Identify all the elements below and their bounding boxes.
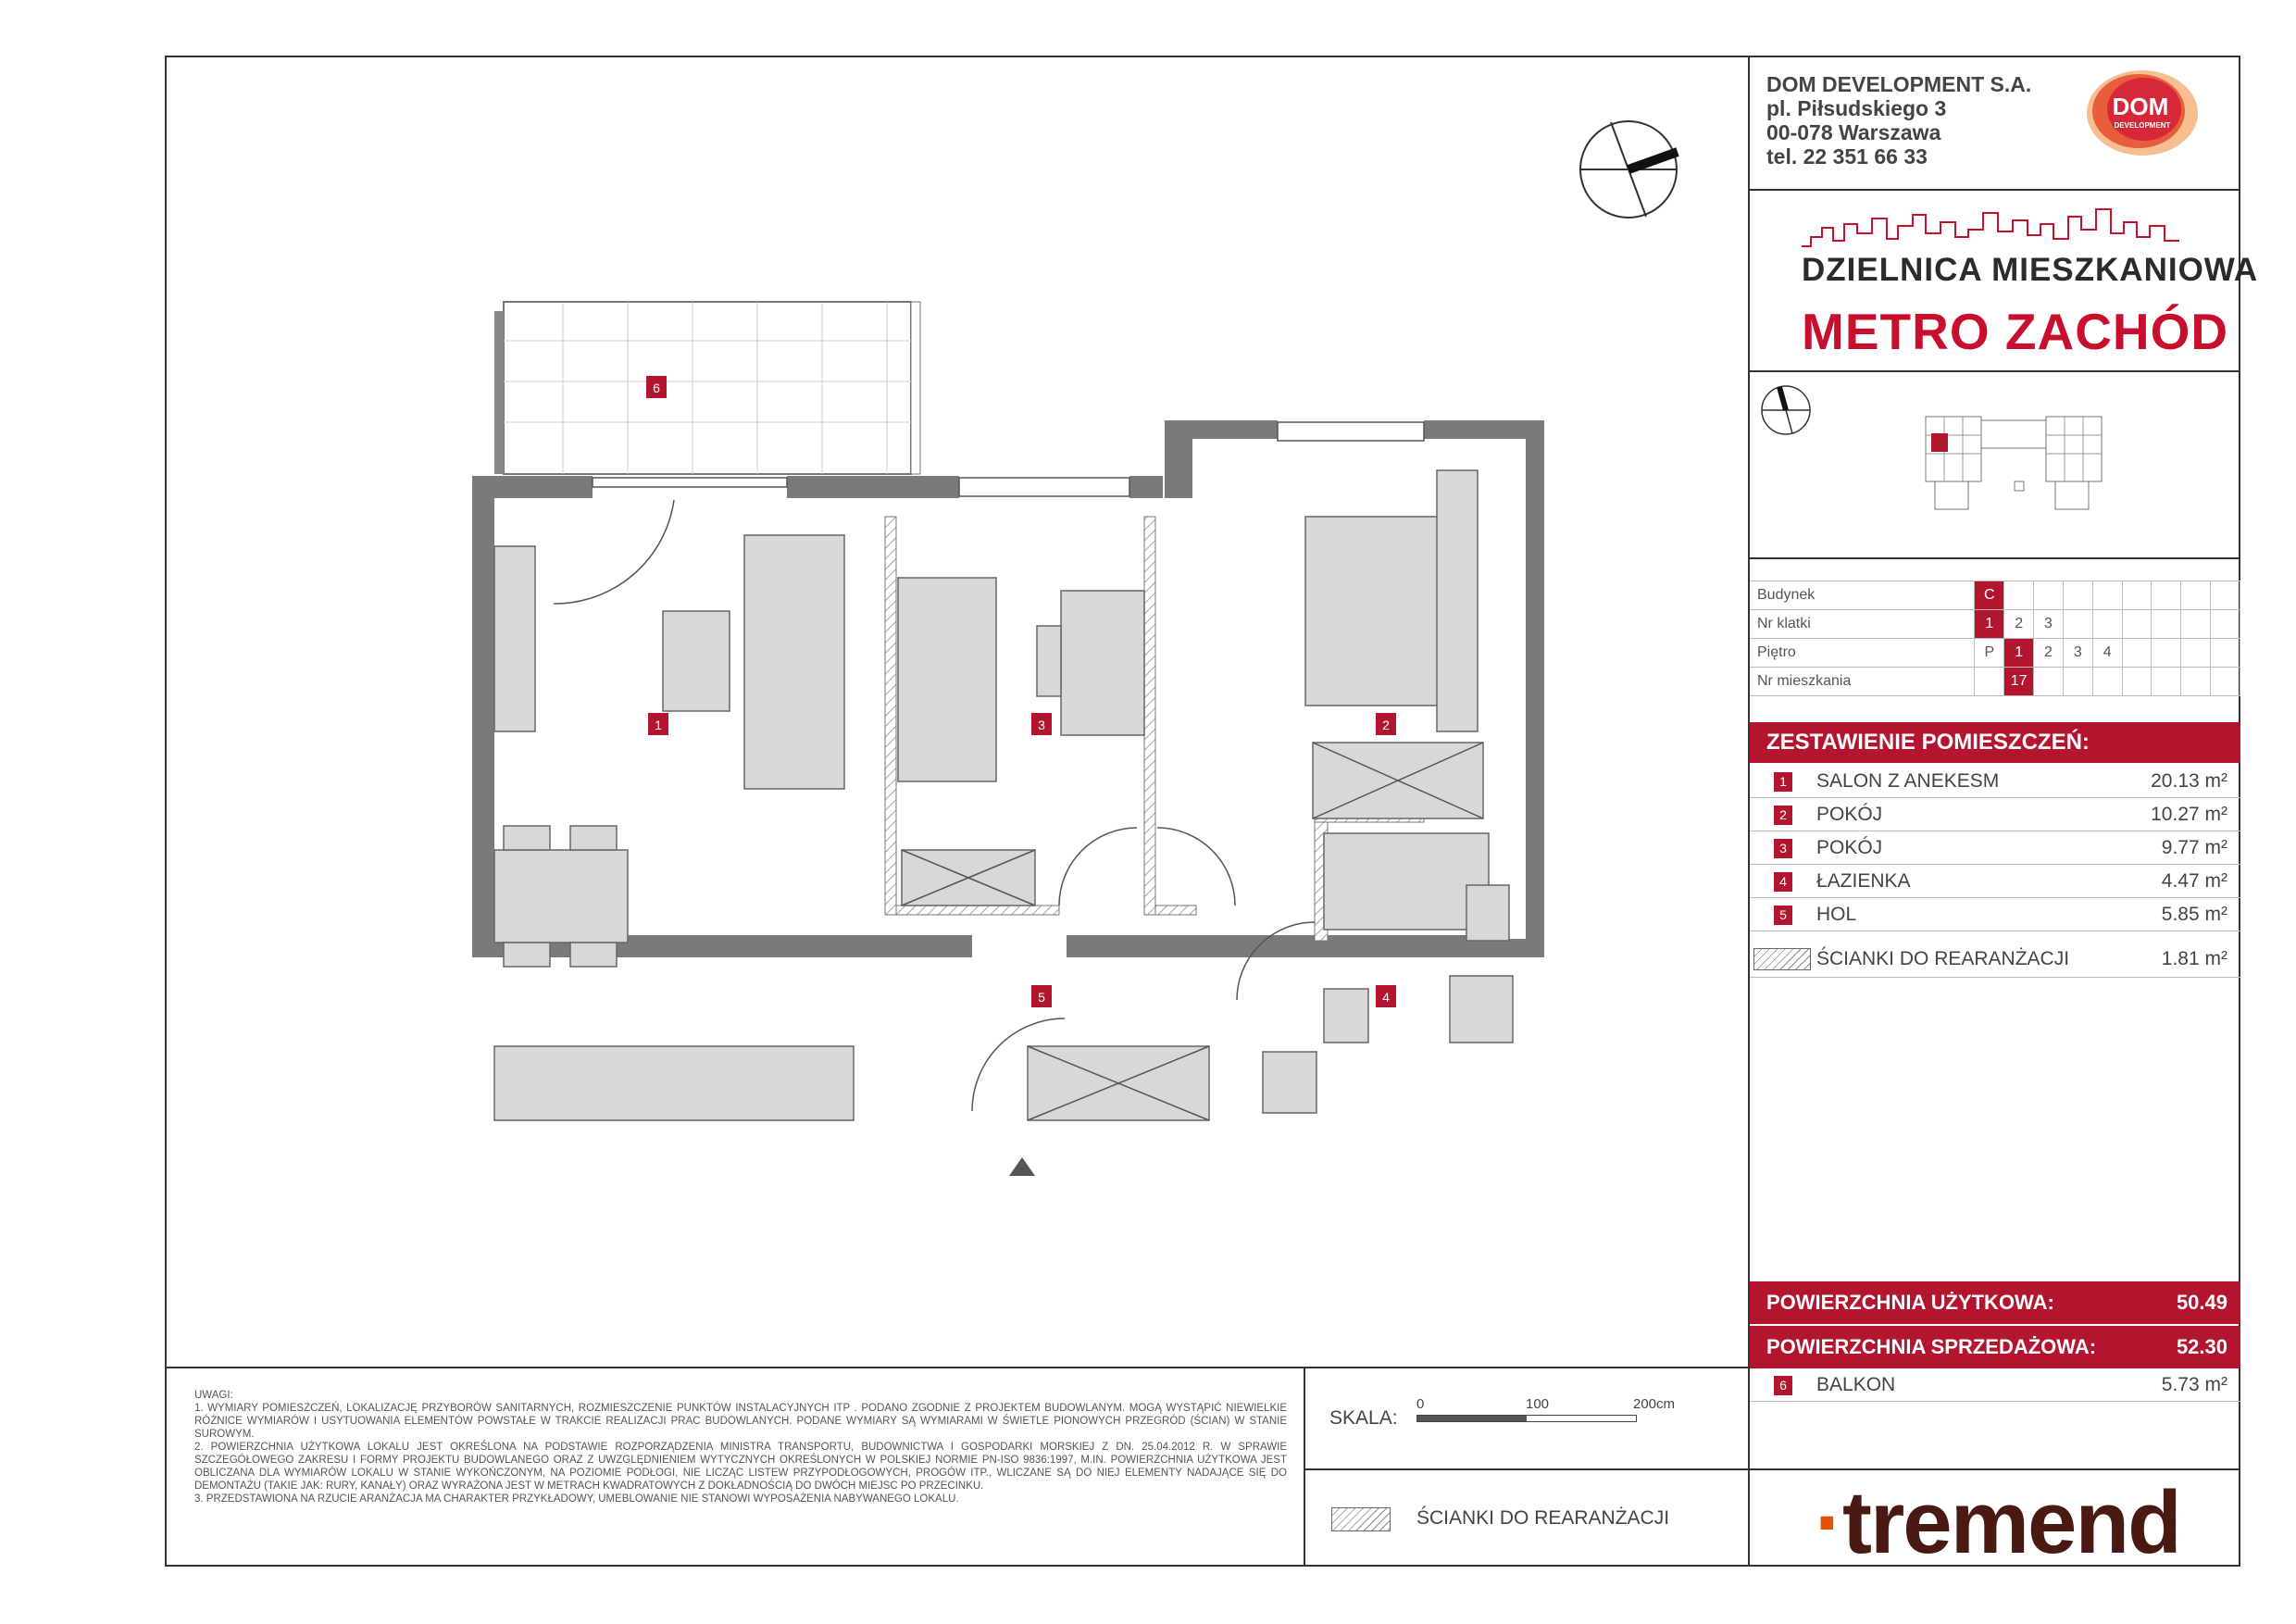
- info-cell: 3: [2034, 610, 2064, 639]
- room-area: 10.27 m²: [2151, 804, 2227, 825]
- info-cell: [2004, 581, 2034, 610]
- room-area: 1.81 m²: [2161, 948, 2227, 969]
- info-cell: [2181, 639, 2211, 668]
- room-area: 5.73 m²: [2161, 1374, 2227, 1395]
- logo-dom-text: DOM: [2112, 93, 2169, 120]
- room-name: POKÓJ: [1816, 804, 1883, 825]
- divider: [165, 1367, 1750, 1368]
- usable-area-value: 50.49: [2176, 1291, 2227, 1314]
- info-cell: [2152, 610, 2181, 639]
- apartment-info-table: [1750, 581, 2240, 696]
- balcony-row: [1750, 1368, 2240, 1402]
- info-cell: [2063, 610, 2092, 639]
- info-cell: [2122, 668, 2152, 696]
- project-title-line2: METRO ZACHÓD: [1802, 303, 2229, 360]
- room-name: BALKON: [1816, 1374, 1896, 1395]
- info-row: [1750, 668, 2240, 696]
- floor-plan: [454, 278, 1565, 1185]
- company-name: DOM DEVELOPMENT S.A.: [1766, 72, 2032, 96]
- note-1: 1. WYMIARY POMIESZCZEŃ, LOKALIZACJĘ PRZYBORÓW SANITARNYCH, ROZMIESZCZENIE PUNKTÓW INSTALACYJNYCH ITP . PODANO ZGODNIE Z PROJEKTEM BUDOWLANYM. MOGĄ WYSTĄPIĆ NIEWIELKIE RÓŻNICE WYMIARÓW I USYTUOWANIA ELEMENTÓW POWSTAŁE W TRAKCIE REALIZACJI PRAC BUDOWLANYCH. PODANE WYMIARY SĄ WYMIARAMI W ŚWIETLE PIONOWYCH PRZEGRÓD (ŚCIAN) W STANIE SUROWYM.: [194, 1403, 1287, 1440]
- info-cell: [2152, 581, 2181, 610]
- legend-label: ŚCIANKI DO REARANŻACJI: [1416, 1507, 1670, 1529]
- info-cell: [2211, 639, 2240, 668]
- summary-row: [1750, 898, 2240, 931]
- room-name: POKÓJ: [1816, 837, 1883, 858]
- room-badge-label: 3: [1038, 718, 1045, 732]
- room-number: 5: [1774, 906, 1792, 925]
- summary-row-rearrangement: [1750, 941, 2240, 978]
- info-row-label: Budynek: [1750, 581, 1975, 610]
- tremend-logo: [1815, 1472, 2180, 1574]
- divider: [1304, 1468, 2240, 1470]
- info-cell: 3: [2063, 639, 2092, 668]
- notes-title: UWAGI:: [194, 1390, 233, 1401]
- sales-area-row: [1750, 1326, 2240, 1368]
- tremend-logo-text: tremend: [1841, 1473, 2180, 1572]
- info-cell: [2211, 581, 2240, 610]
- scale-tick-0: 0: [1416, 1396, 1425, 1412]
- dom-development-logo: [2083, 67, 2203, 157]
- info-cell: [2034, 581, 2064, 610]
- scale-bar: [1416, 1415, 1637, 1422]
- notes: [194, 1389, 1287, 1505]
- room-badge-label: 5: [1038, 990, 1045, 1005]
- info-cell: [2211, 668, 2240, 696]
- info-cell: [2122, 639, 2152, 668]
- skyline-graphic: [1802, 206, 2181, 248]
- info-cell: [2063, 668, 2092, 696]
- divider: [1748, 370, 2240, 372]
- room-name: SALON Z ANEKESM: [1816, 770, 2000, 792]
- room-area: 5.85 m²: [2161, 904, 2227, 925]
- info-cell: [1975, 668, 2004, 696]
- room-area: 4.47 m²: [2161, 870, 2227, 892]
- entrance-arrow-icon: [1009, 1157, 1035, 1176]
- info-cell: 1: [1975, 610, 2004, 639]
- logo-dev-text: DEVELOPMENT: [2114, 121, 2171, 130]
- usable-area-row: [1750, 1281, 2240, 1324]
- info-cell: [2211, 610, 2240, 639]
- divider: [1304, 1367, 1305, 1567]
- company-phone: tel. 22 351 66 33: [1766, 144, 1928, 169]
- room-badge-label: 4: [1382, 990, 1390, 1005]
- info-cell: C: [1975, 581, 2004, 610]
- company-city: 00-078 Warszawa: [1766, 120, 1941, 144]
- info-cell: 1: [2004, 639, 2034, 668]
- room-badge-label: 1: [655, 718, 662, 732]
- info-row-label: Nr klatki: [1750, 610, 1975, 639]
- usable-area-label: POWIERZCHNIA UŻYTKOWA:: [1766, 1291, 2054, 1314]
- compass-icon: [1576, 117, 1681, 222]
- company-street: pl. Piłsudskiego 3: [1766, 96, 1947, 120]
- summary-row: [1750, 865, 2240, 898]
- scale-tick-200: 200cm: [1633, 1396, 1676, 1412]
- divider: [1748, 189, 2240, 191]
- scale-label: SKALA:: [1329, 1407, 1398, 1429]
- info-row-label: Nr mieszkania: [1750, 668, 1975, 696]
- room-number: 1: [1774, 772, 1792, 792]
- key-plan: [1916, 407, 2111, 518]
- company-address: [1766, 72, 2031, 169]
- sales-area-value: 52.30: [2176, 1335, 2227, 1358]
- balcony-area: [494, 302, 920, 474]
- info-row: [1750, 581, 2240, 610]
- tremend-logo-dot: ·: [1815, 1473, 1842, 1572]
- divider: [1748, 557, 2240, 559]
- info-cell: 17: [2004, 668, 2034, 696]
- info-cell: [2034, 668, 2064, 696]
- room-area: 20.13 m²: [2151, 770, 2227, 792]
- info-cell: 4: [2092, 639, 2122, 668]
- info-cell: [2181, 610, 2211, 639]
- room-number: 4: [1774, 872, 1792, 892]
- note-2: 2. POWIERZCHNIA UŻYTKOWA LOKALU JEST OKREŚLONA NA PODSTAWIE ROZPORZĄDZENIA MINISTRA TRANSPORTU, BUDOWNICTWA I GOSPODARKI MORSKIEJ Z DN. 25.04.2012 R. W SPRAWIE SZCZEGÓŁOWEGO ZAKRESU I FORMY PROJEKTU BUDOWLANEGO ORAZ Z UWZGLĘDNIENIEM WYTYCZNYCH OKREŚLONYCH W POLSKIEJ NORMIE PN-ISO 9836:1997, M.IN. POWIERZCHNIA UŻYTKOWA JEST OBLICZANA DLA WYMIARÓW LOKALU W STANIE WYKOŃCZONYM, NA POZIOMIE PODŁOGI, NIE LICZĄC LISTEW PRZYPODŁOGOWYCH, PROGÓW ITP., WLICZANE SĄ DO NIEJ ELEMENTY NADAJĄCE SIĘ DO DEMONTAŻU (TAKIE JAK: RURY, KANAŁY) ORAZ WYRAŻONA JEST W METRACH KWADRATOWYCH Z DOKŁADNOŚCIĄ DO DWÓCH MIEJSC PO PRZECINKU.: [194, 1442, 1287, 1492]
- info-cell: [2092, 668, 2122, 696]
- scale-tick-100: 100: [1526, 1396, 1550, 1412]
- summary-row: [1750, 831, 2240, 865]
- info-row: [1750, 610, 2240, 639]
- furniture: [494, 470, 1513, 1120]
- compass-small-icon: [1759, 383, 1813, 437]
- summary-row: [1750, 798, 2240, 831]
- room-name: HOL: [1816, 904, 1857, 925]
- room-badge-label: 6: [653, 381, 660, 395]
- info-row-label: Piętro: [1750, 639, 1975, 668]
- info-cell: [2063, 581, 2092, 610]
- info-cell: 2: [2034, 639, 2064, 668]
- room-area: 9.77 m²: [2161, 837, 2227, 858]
- sales-area-label: POWIERZCHNIA SPRZEDAŻOWA:: [1766, 1335, 2097, 1358]
- info-cell: 2: [2004, 610, 2034, 639]
- legend-hatch-swatch: [1331, 1507, 1391, 1531]
- info-cell: [2092, 610, 2122, 639]
- room-name: ŁAZIENKA: [1816, 870, 1911, 892]
- note-3: 3. PRZEDSTAWIONA NA RZUCIE ARANŻACJA MA CHARAKTER PRZYKŁADOWY, UMEBLOWANIE NIE STANOWI WYPOSAŻENIA NABYWANEGO LOKALU.: [194, 1493, 959, 1505]
- info-cell: [2181, 581, 2211, 610]
- info-cell: [2181, 668, 2211, 696]
- info-row: [1750, 639, 2240, 668]
- room-number: 6: [1774, 1376, 1792, 1395]
- info-cell: [2152, 668, 2181, 696]
- room-number: 2: [1774, 806, 1792, 825]
- info-cell: [2152, 639, 2181, 668]
- info-cell: [2092, 581, 2122, 610]
- info-cell: [2122, 581, 2152, 610]
- summary-heading: ZESTAWIENIE POMIESZCZEŃ:: [1750, 722, 2240, 763]
- info-cell: [2122, 610, 2152, 639]
- room-name: ŚCIANKI DO REARANŻACJI: [1816, 948, 2070, 969]
- project-title-line1: DZIELNICA MIESZKANIOWA: [1802, 252, 2259, 288]
- hatch-swatch: [1753, 948, 1811, 970]
- summary-row: [1750, 765, 2240, 798]
- info-cell: P: [1975, 639, 2004, 668]
- room-number: 3: [1774, 839, 1792, 858]
- room-badge-label: 2: [1382, 718, 1390, 732]
